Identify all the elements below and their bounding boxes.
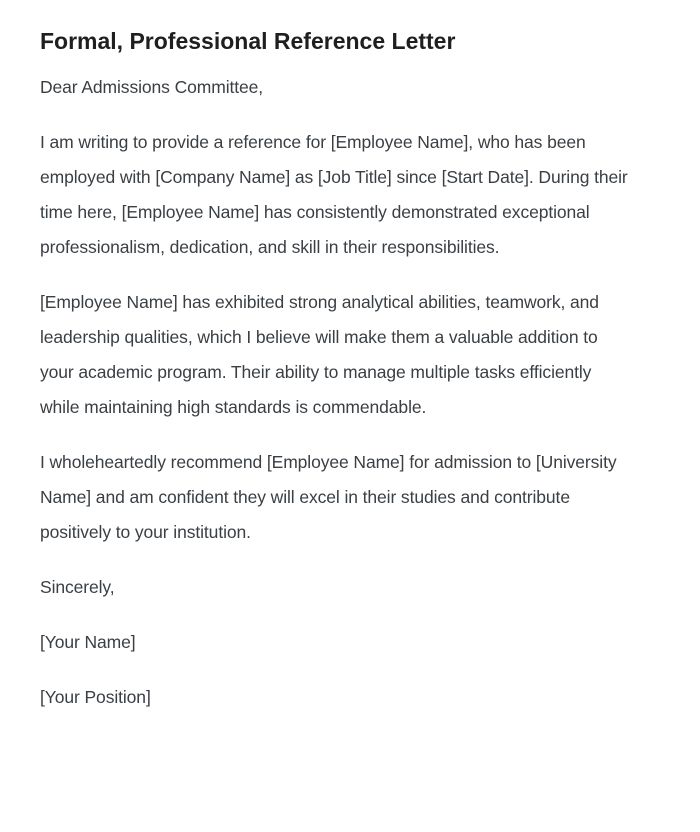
salutation-line: Dear Admissions Committee,	[40, 77, 264, 97]
body-paragraph-3: I wholeheartedly recommend [Employee Name] for admission to [University Name] and am confident they will excel in their studies and contribute positively to your institution.	[40, 452, 617, 542]
body-paragraph-2: [Employee Name] has exhibited strong analytical abilities, teamwork, and leadership qualities, which I believe will make them a valuable addition to your academic program. Their ability to manage multiple tasks efficiently while maintaining high standards is commendable.	[40, 292, 599, 417]
page-title: Formal, Professional Reference Letter	[40, 28, 456, 54]
signature-position-placeholder: [Your Position]	[40, 687, 151, 707]
body-paragraph-1: I am writing to provide a reference for [Employee Name], who has been employed with [Company Name] as [Job Title] since [Start Date]. During their time here, [Employee Name] has consistently demonstrated exceptional professionalism, dedication, and skill in their responsibilities.	[40, 132, 628, 257]
signature-name-placeholder: [Your Name]	[40, 632, 136, 652]
closing-line: Sincerely,	[40, 577, 115, 597]
